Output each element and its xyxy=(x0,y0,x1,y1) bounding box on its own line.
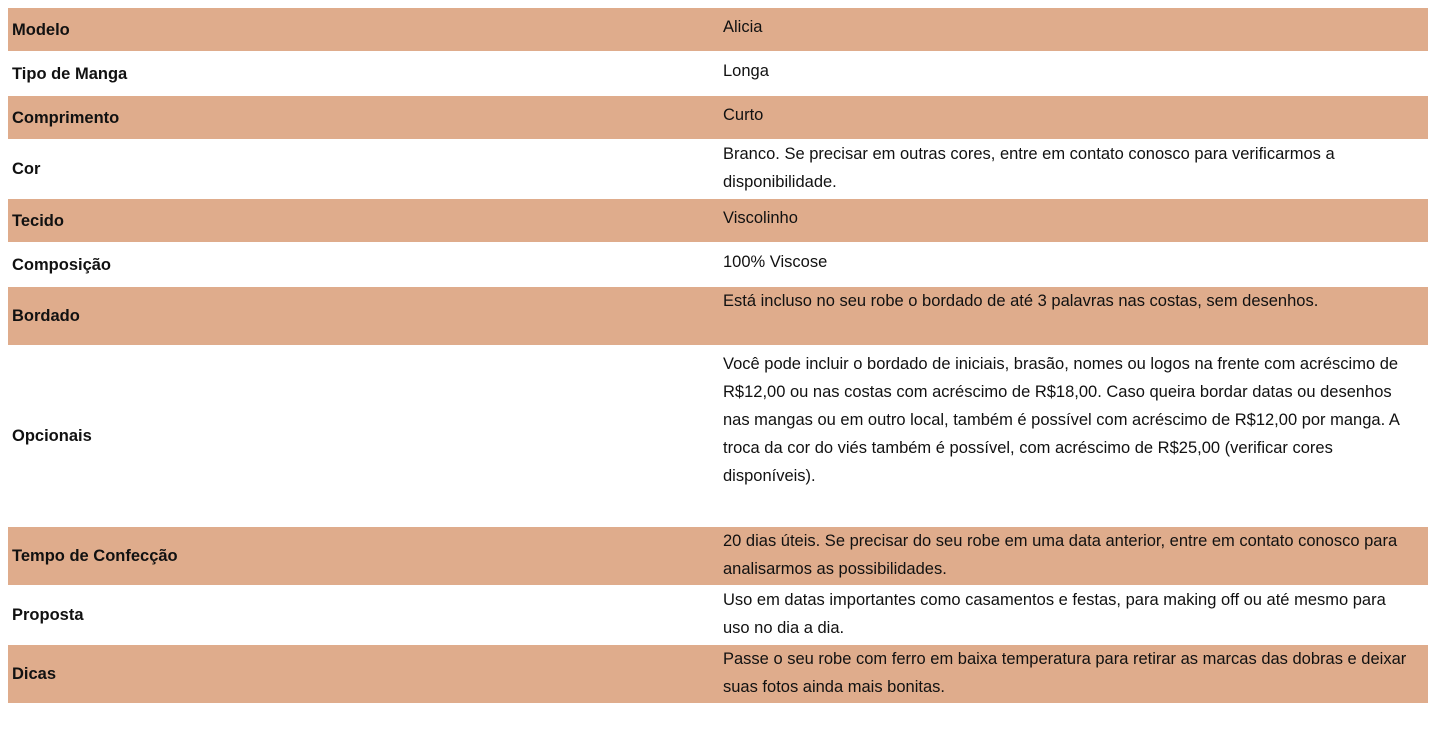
spec-label: Tempo de Confecção xyxy=(8,527,719,586)
spec-value: Longa xyxy=(719,52,1428,96)
spec-value: Viscolinho xyxy=(719,199,1428,243)
spec-label: Proposta xyxy=(8,586,719,645)
spec-value: Uso em datas importantes como casamentos e festas, para making off ou até mesmo para uso no dia a dia. xyxy=(719,586,1428,645)
spec-label: Modelo xyxy=(8,8,719,52)
spec-value: Está incluso no seu robe o bordado de até 3 palavras nas costas, sem desenhos. xyxy=(719,287,1428,346)
spec-label: Cor xyxy=(8,140,719,199)
spec-label: Tecido xyxy=(8,199,719,243)
spec-row-bordado xyxy=(8,287,1428,346)
spec-value: 20 dias úteis. Se precisar do seu robe em uma data anterior, entre em contato conosco para analisarmos as possibilidades. xyxy=(719,527,1428,586)
spec-row-proposta xyxy=(8,586,1428,645)
spec-label: Tipo de Manga xyxy=(8,52,719,96)
spec-value: Você pode incluir o bordado de iniciais, brasão, nomes ou logos na frente com acréscimo de R$12,00 ou nas costas com acréscimo de R$18,00. Caso queira bordar datas ou desenhos nas mangas ou em outro local, também é possível com acréscimo de R$12,00 por manga. A troca da cor do viés também é possível, com acréscimo de R$25,00 (verificar cores disponíveis). xyxy=(719,346,1428,527)
spec-label: Composição xyxy=(8,243,719,287)
spec-row-tempo-de-confeccao xyxy=(8,527,1428,586)
spec-row-tipo-de-manga xyxy=(8,52,1428,96)
spec-row-tecido xyxy=(8,199,1428,243)
spec-value: Passe o seu robe com ferro em baixa temperatura para retirar as marcas das dobras e deixar suas fotos ainda mais bonitas. xyxy=(719,645,1428,704)
spec-value: Alicia xyxy=(719,8,1428,52)
spec-label: Bordado xyxy=(8,287,719,346)
spec-row-composicao xyxy=(8,243,1428,287)
spec-label: Dicas xyxy=(8,645,719,704)
spec-value: Branco. Se precisar em outras cores, entre em contato conosco para verificarmos a disponibilidade. xyxy=(719,140,1428,199)
spec-row-modelo xyxy=(8,8,1428,52)
spec-row-comprimento xyxy=(8,96,1428,140)
spec-value: 100% Viscose xyxy=(719,243,1428,287)
spec-value: Curto xyxy=(719,96,1428,140)
spec-label: Opcionais xyxy=(8,346,719,527)
spec-label: Comprimento xyxy=(8,96,719,140)
product-spec-table xyxy=(8,8,1428,704)
spec-row-dicas xyxy=(8,645,1428,704)
spec-row-opcionais xyxy=(8,346,1428,527)
spec-row-cor xyxy=(8,140,1428,199)
